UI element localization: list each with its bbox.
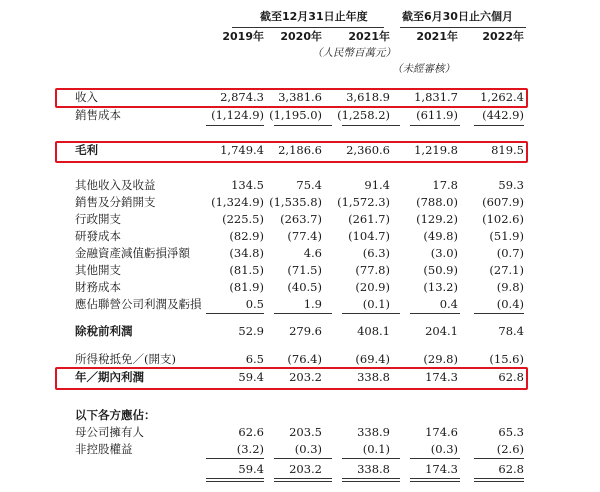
header-six-months: 截至6月30日止六個月 <box>402 10 513 23</box>
cell: 1,219.8 <box>414 143 458 157</box>
cell: (20.9) <box>355 280 390 294</box>
cell: (69.4) <box>355 352 390 366</box>
cell: (261.7) <box>348 212 390 226</box>
cell: (77.8) <box>355 263 390 277</box>
cell: 2,186.6 <box>278 143 322 157</box>
double-underline <box>474 481 524 482</box>
header-year-2021: 2021年 <box>348 30 390 43</box>
header-h1-underline <box>400 27 526 28</box>
cell: (77.4) <box>287 229 322 243</box>
double-underline <box>206 478 264 479</box>
row-label: 除稅前利潤 <box>75 324 133 338</box>
cell: (3.2) <box>236 442 264 456</box>
cell: (13.2) <box>423 280 458 294</box>
cell: 203.2 <box>289 370 322 384</box>
cell: 2,874.3 <box>220 90 264 104</box>
row-label: 其他收入及收益 <box>75 178 156 192</box>
cell: (51.9) <box>489 229 524 243</box>
cell: (81.9) <box>229 280 264 294</box>
cell: 174.3 <box>425 462 458 476</box>
cell: (34.8) <box>229 246 264 260</box>
cell: 65.3 <box>498 425 524 439</box>
cell: 62.8 <box>498 370 524 384</box>
cell: 62.6 <box>238 425 264 439</box>
cell: (104.7) <box>348 229 390 243</box>
cell: 1.9 <box>303 297 322 311</box>
cell: 204.1 <box>425 324 458 338</box>
cell: (1,572.3) <box>337 195 390 209</box>
cell: (27.1) <box>489 263 524 277</box>
row-label: 研發成本 <box>75 229 121 243</box>
row-label: 年／期內利潤 <box>75 370 144 384</box>
cell: 0.5 <box>245 297 264 311</box>
cell: (2.6) <box>496 442 524 456</box>
cell: (50.9) <box>423 263 458 277</box>
cell: (29.8) <box>423 352 458 366</box>
cell: 4.6 <box>303 246 322 260</box>
cell: (9.8) <box>496 280 524 294</box>
double-underline <box>206 481 264 482</box>
header-year-2020: 2020年 <box>280 30 322 43</box>
row-label: 金融資產減值虧損淨額 <box>75 246 190 260</box>
cell: 59.4 <box>238 462 264 476</box>
cell: (607.9) <box>482 195 524 209</box>
subtotal-line <box>274 458 332 459</box>
cell: (71.5) <box>287 263 322 277</box>
subtotal-line <box>274 125 332 126</box>
cell: (442.9) <box>482 108 524 122</box>
cell: 134.5 <box>231 178 264 192</box>
cell: (6.3) <box>362 246 390 260</box>
subtotal-line <box>410 458 460 459</box>
subtotal-line <box>342 313 400 314</box>
cell: (1,195.0) <box>269 108 322 122</box>
cell: (102.6) <box>482 212 524 226</box>
row-label: 銷售及分銷開支 <box>75 195 156 209</box>
cell: (15.6) <box>489 352 524 366</box>
cell: 1,831.7 <box>414 90 458 104</box>
cell: (76.4) <box>287 352 322 366</box>
row-label: 銷售成本 <box>75 108 121 122</box>
cell: (82.9) <box>229 229 264 243</box>
subtotal-line <box>410 125 460 126</box>
cell: (1,258.2) <box>337 108 390 122</box>
subtotal-line <box>474 125 524 126</box>
header-year-2019: 2019年 <box>222 30 264 43</box>
currency-note: （人民幣百萬元） <box>312 47 396 59</box>
row-label: 非控股權益 <box>75 442 133 456</box>
cell: 338.9 <box>357 425 390 439</box>
cell: (49.8) <box>423 229 458 243</box>
row-label: 財務成本 <box>75 280 121 294</box>
double-underline <box>342 478 400 479</box>
cell: 59.3 <box>498 178 524 192</box>
cell: (129.2) <box>416 212 458 226</box>
cell: (1,535.8) <box>269 195 322 209</box>
cell: 6.5 <box>245 352 264 366</box>
row-label: 母公司擁有人 <box>75 425 144 439</box>
cell: 338.8 <box>357 462 390 476</box>
cell: (3.0) <box>430 246 458 260</box>
cell: 3,618.9 <box>346 90 390 104</box>
cell: 78.4 <box>498 324 524 338</box>
subtotal-line <box>474 313 524 314</box>
subtotal-line <box>206 313 264 314</box>
double-underline <box>274 481 332 482</box>
cell: (1,124.9) <box>211 108 264 122</box>
cell: (40.5) <box>287 280 322 294</box>
cell: (611.9) <box>416 108 458 122</box>
cell: 203.5 <box>289 425 322 439</box>
cell: (1,324.9) <box>211 195 264 209</box>
subtotal-line <box>342 125 400 126</box>
double-underline <box>274 478 332 479</box>
double-underline <box>410 481 460 482</box>
subtotal-line <box>206 125 264 126</box>
cell: (263.7) <box>280 212 322 226</box>
cell: (81.5) <box>229 263 264 277</box>
cell: 75.4 <box>296 178 322 192</box>
cell: 2,360.6 <box>346 143 390 157</box>
section-heading: 以下各方應佔： <box>75 408 156 422</box>
cell: 62.8 <box>498 462 524 476</box>
row-label: 應佔聯營公司利潤及虧損 <box>75 297 202 311</box>
cell: (0.7) <box>496 246 524 260</box>
double-underline <box>474 478 524 479</box>
cell: 17.8 <box>432 178 458 192</box>
cell: (0.3) <box>430 442 458 456</box>
cell: (788.0) <box>416 195 458 209</box>
cell: (0.1) <box>362 442 390 456</box>
row-label: 行政開支 <box>75 212 121 226</box>
cell: 1,749.4 <box>220 143 264 157</box>
row-label: 所得稅抵免／(開支) <box>75 352 176 366</box>
cell: 819.5 <box>491 143 524 157</box>
subtotal-line <box>274 313 332 314</box>
cell: 408.1 <box>357 324 390 338</box>
cell: 52.9 <box>238 324 264 338</box>
double-underline <box>410 478 460 479</box>
row-label: 收入 <box>75 90 98 104</box>
subtotal-line <box>342 458 400 459</box>
subtotal-line <box>410 313 460 314</box>
cell: 174.6 <box>425 425 458 439</box>
cell: 203.2 <box>289 462 322 476</box>
header-fiscal-year: 截至12月31日止年度 <box>260 10 368 23</box>
cell: 1,262.4 <box>480 90 524 104</box>
cell: (0.3) <box>294 442 322 456</box>
header-fy-underline <box>232 27 384 28</box>
unaudited-note: （未經審核） <box>392 63 455 75</box>
cell: 279.6 <box>289 324 322 338</box>
cell: 91.4 <box>364 178 390 192</box>
cell: (225.5) <box>222 212 264 226</box>
cell: 0.4 <box>439 297 458 311</box>
double-underline <box>342 481 400 482</box>
row-label: 其他開支 <box>75 263 121 277</box>
header-year-2021-h1: 2021年 <box>416 30 458 43</box>
subtotal-line <box>206 458 264 459</box>
header-year-2022-h1: 2022年 <box>482 30 524 43</box>
subtotal-line <box>474 458 524 459</box>
cell: (0.4) <box>496 297 524 311</box>
cell: (0.1) <box>362 297 390 311</box>
cell: 338.8 <box>357 370 390 384</box>
cell: 174.3 <box>425 370 458 384</box>
cell: 3,381.6 <box>278 90 322 104</box>
cell: 59.4 <box>238 370 264 384</box>
row-label: 毛利 <box>75 143 98 157</box>
